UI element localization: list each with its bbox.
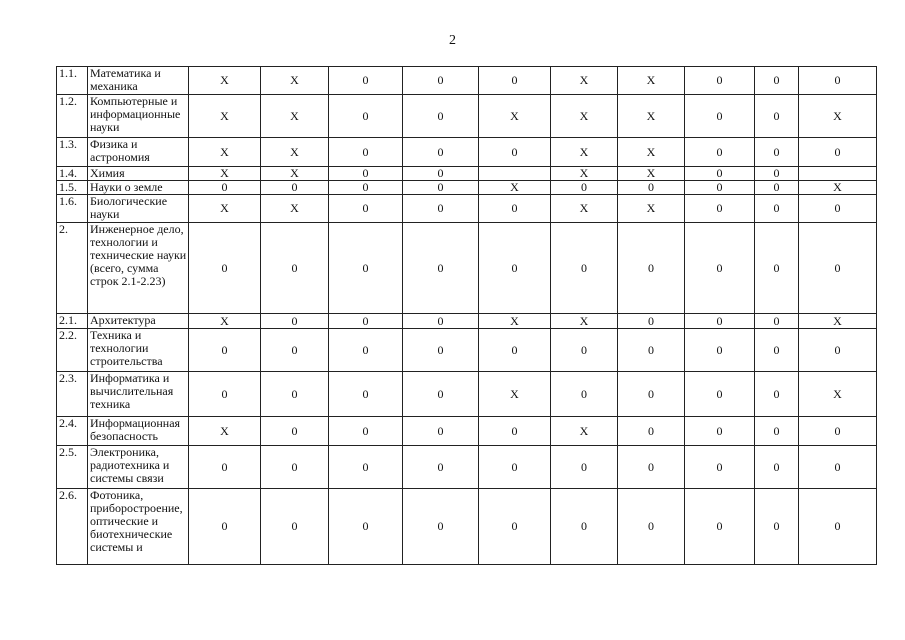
table-row bbox=[57, 446, 877, 489]
table-cell: 0 bbox=[403, 314, 479, 329]
table-cell: X bbox=[618, 95, 685, 138]
table-cell: 0 bbox=[189, 489, 261, 565]
table-cell: 0 bbox=[685, 314, 755, 329]
table-cell: 0 bbox=[799, 417, 877, 446]
table-cell: X bbox=[189, 417, 261, 446]
table-row bbox=[57, 95, 877, 138]
table-row bbox=[57, 329, 877, 372]
page-number: 2 bbox=[449, 33, 456, 48]
table-cell: 0 bbox=[685, 489, 755, 565]
table-cell: X bbox=[799, 372, 877, 417]
table-cell: 0 bbox=[755, 167, 799, 181]
row-name: Информатика и вычислительная техника bbox=[88, 372, 189, 417]
table-cell: 0 bbox=[403, 67, 479, 95]
row-name: Электроника, радиотехника и системы связи bbox=[88, 446, 189, 489]
table-cell: 0 bbox=[479, 67, 551, 95]
row-number: 1.1. bbox=[57, 67, 88, 95]
table-row bbox=[57, 67, 877, 95]
table-cell: 0 bbox=[618, 489, 685, 565]
table-row bbox=[57, 489, 877, 565]
table-cell: 0 bbox=[479, 223, 551, 314]
table-cell: 0 bbox=[479, 489, 551, 565]
table-cell: X bbox=[551, 67, 618, 95]
table-cell: 0 bbox=[329, 181, 403, 195]
row-number: 2.3. bbox=[57, 372, 88, 417]
table-row bbox=[57, 223, 877, 314]
table-cell: X bbox=[189, 95, 261, 138]
table-cell: 0 bbox=[403, 372, 479, 417]
table-cell: 0 bbox=[618, 181, 685, 195]
table-cell: X bbox=[479, 372, 551, 417]
table-cell: 0 bbox=[685, 67, 755, 95]
table-cell: 0 bbox=[329, 138, 403, 167]
table-cell: 0 bbox=[329, 489, 403, 565]
row-name: Математика и механика bbox=[88, 67, 189, 95]
table-cell: 0 bbox=[755, 138, 799, 167]
row-name: Фотоника, приборостроение, оптические и биотехнические системы и bbox=[88, 489, 189, 565]
table-cell: 0 bbox=[479, 446, 551, 489]
table-cell: X bbox=[618, 67, 685, 95]
table-cell: X bbox=[618, 138, 685, 167]
table-cell bbox=[479, 167, 551, 181]
table-cell: 0 bbox=[329, 167, 403, 181]
table-cell: 0 bbox=[403, 329, 479, 372]
table-cell: 0 bbox=[799, 138, 877, 167]
table-cell: 0 bbox=[261, 223, 329, 314]
table-cell: 0 bbox=[329, 195, 403, 223]
table-cell: 0 bbox=[755, 223, 799, 314]
table-cell: 0 bbox=[261, 489, 329, 565]
row-name: Биологические науки bbox=[88, 195, 189, 223]
table-cell: 0 bbox=[479, 329, 551, 372]
table-cell: 0 bbox=[261, 417, 329, 446]
table-cell: 0 bbox=[403, 167, 479, 181]
table-cell: 0 bbox=[755, 417, 799, 446]
row-number: 1.5. bbox=[57, 181, 88, 195]
table-cell: 0 bbox=[755, 181, 799, 195]
table-cell: 0 bbox=[618, 446, 685, 489]
row-number: 1.4. bbox=[57, 167, 88, 181]
row-name: Архитектура bbox=[88, 314, 189, 329]
table-cell: X bbox=[189, 314, 261, 329]
table-cell: 0 bbox=[755, 195, 799, 223]
table-cell: 0 bbox=[261, 329, 329, 372]
table-cell: 0 bbox=[799, 446, 877, 489]
table-cell: 0 bbox=[755, 329, 799, 372]
table-cell: 0 bbox=[685, 181, 755, 195]
table-cell: 0 bbox=[799, 329, 877, 372]
table-cell: 0 bbox=[618, 314, 685, 329]
table-cell: 0 bbox=[618, 329, 685, 372]
table-cell: 0 bbox=[403, 489, 479, 565]
row-name: Физика и астрономия bbox=[88, 138, 189, 167]
table-cell: 0 bbox=[618, 417, 685, 446]
table-cell: 0 bbox=[799, 223, 877, 314]
table-cell: X bbox=[551, 195, 618, 223]
table-cell: 0 bbox=[329, 417, 403, 446]
table-cell: X bbox=[551, 417, 618, 446]
table-row bbox=[57, 138, 877, 167]
table-cell: X bbox=[799, 314, 877, 329]
row-name: Науки о земле bbox=[88, 181, 189, 195]
table-cell: 0 bbox=[189, 329, 261, 372]
table-cell: X bbox=[551, 95, 618, 138]
table-cell: 0 bbox=[479, 195, 551, 223]
table-cell: 0 bbox=[551, 181, 618, 195]
table-cell: X bbox=[618, 167, 685, 181]
row-number: 2. bbox=[57, 223, 88, 314]
row-number: 1.2. bbox=[57, 95, 88, 138]
table-cell: 0 bbox=[685, 329, 755, 372]
row-number: 1.3. bbox=[57, 138, 88, 167]
row-number: 2.1. bbox=[57, 314, 88, 329]
table-cell: 0 bbox=[755, 67, 799, 95]
table-row bbox=[57, 181, 877, 195]
table-cell: 0 bbox=[685, 372, 755, 417]
table-cell: 0 bbox=[618, 223, 685, 314]
table-cell: 0 bbox=[329, 372, 403, 417]
row-number: 2.5. bbox=[57, 446, 88, 489]
table-row bbox=[57, 314, 877, 329]
table-row bbox=[57, 417, 877, 446]
table-cell: 0 bbox=[551, 489, 618, 565]
table-cell: X bbox=[261, 95, 329, 138]
table-cell: 0 bbox=[618, 372, 685, 417]
table-cell: X bbox=[261, 67, 329, 95]
table-cell: 0 bbox=[685, 195, 755, 223]
table-cell: 0 bbox=[685, 167, 755, 181]
row-name: Химия bbox=[88, 167, 189, 181]
table-cell: 0 bbox=[189, 181, 261, 195]
table-cell: X bbox=[479, 95, 551, 138]
table-cell: X bbox=[618, 195, 685, 223]
table-cell: 0 bbox=[329, 329, 403, 372]
table-cell: 0 bbox=[189, 372, 261, 417]
table-cell: 0 bbox=[685, 223, 755, 314]
table-cell: 0 bbox=[551, 372, 618, 417]
table-cell: 0 bbox=[261, 181, 329, 195]
table-cell: 0 bbox=[799, 195, 877, 223]
table-cell: X bbox=[799, 181, 877, 195]
table-cell bbox=[799, 167, 877, 181]
table-cell: X bbox=[189, 138, 261, 167]
row-number: 1.6. bbox=[57, 195, 88, 223]
table-cell: X bbox=[261, 167, 329, 181]
table-cell: 0 bbox=[403, 223, 479, 314]
row-name: Информационная безопасность bbox=[88, 417, 189, 446]
table-cell: 0 bbox=[479, 138, 551, 167]
table-cell: 0 bbox=[261, 446, 329, 489]
table-cell: 0 bbox=[799, 489, 877, 565]
row-number: 2.2. bbox=[57, 329, 88, 372]
table-cell: 0 bbox=[755, 446, 799, 489]
table-cell: 0 bbox=[799, 67, 877, 95]
table-cell: X bbox=[799, 95, 877, 138]
table-cell: 0 bbox=[329, 67, 403, 95]
table-cell: 0 bbox=[685, 95, 755, 138]
table-cell: X bbox=[551, 314, 618, 329]
table-cell: 0 bbox=[403, 95, 479, 138]
table-cell: 0 bbox=[403, 138, 479, 167]
table-cell: X bbox=[551, 167, 618, 181]
table-cell: 0 bbox=[755, 95, 799, 138]
table-body bbox=[57, 67, 877, 565]
table-cell: 0 bbox=[685, 417, 755, 446]
table-cell: 0 bbox=[755, 372, 799, 417]
table-cell: X bbox=[261, 195, 329, 223]
table-cell: 0 bbox=[403, 417, 479, 446]
table-cell: 0 bbox=[329, 95, 403, 138]
table-row bbox=[57, 372, 877, 417]
row-number: 2.6. bbox=[57, 489, 88, 565]
table-cell: X bbox=[261, 138, 329, 167]
table-row bbox=[57, 167, 877, 181]
table-cell: X bbox=[189, 167, 261, 181]
table-cell: 0 bbox=[755, 489, 799, 565]
row-name: Компьютерные и информационные науки bbox=[88, 95, 189, 138]
table-cell: 0 bbox=[329, 446, 403, 489]
table-cell: X bbox=[479, 314, 551, 329]
table-cell: X bbox=[189, 67, 261, 95]
table-cell: X bbox=[189, 195, 261, 223]
row-name: Инженерное дело, технологии и технические науки (всего, сумма строк 2.1-2.23) bbox=[88, 223, 189, 314]
table-cell: 0 bbox=[261, 372, 329, 417]
table-cell: X bbox=[551, 138, 618, 167]
table-cell: 0 bbox=[403, 195, 479, 223]
table-cell: 0 bbox=[329, 223, 403, 314]
table-cell: 0 bbox=[189, 223, 261, 314]
table-cell: 0 bbox=[479, 417, 551, 446]
table-cell: 0 bbox=[755, 314, 799, 329]
table-cell: 0 bbox=[403, 446, 479, 489]
table-cell: 0 bbox=[329, 314, 403, 329]
table-row bbox=[57, 195, 877, 223]
table-cell: 0 bbox=[685, 138, 755, 167]
data-table bbox=[56, 66, 877, 565]
table-cell: 0 bbox=[189, 446, 261, 489]
table-cell: 0 bbox=[685, 446, 755, 489]
table-cell: 0 bbox=[551, 329, 618, 372]
table-cell: 0 bbox=[551, 223, 618, 314]
table-cell: 0 bbox=[403, 181, 479, 195]
row-number: 2.4. bbox=[57, 417, 88, 446]
table-cell: 0 bbox=[551, 446, 618, 489]
table-cell: X bbox=[479, 181, 551, 195]
row-name: Техника и технологии строительства bbox=[88, 329, 189, 372]
table-cell: 0 bbox=[261, 314, 329, 329]
